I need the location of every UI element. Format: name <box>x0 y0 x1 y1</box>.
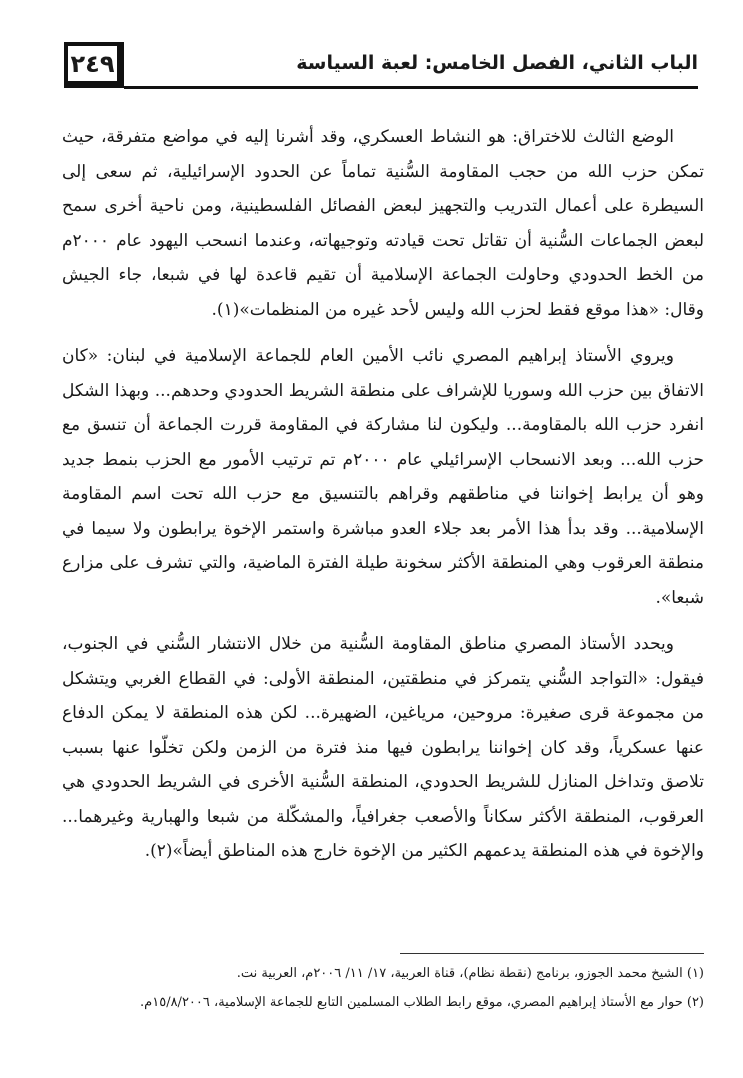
footnote-divider <box>400 953 704 954</box>
main-text <box>62 120 704 869</box>
running-header-title: الباب الثاني، الفصل الخامس: لعبة السياسة <box>296 52 698 74</box>
paragraph-3: ويحدد الأستاذ المصري مناطق المقاومة السُّنية من خلال الانتشار السُّني في الجنوب، فيقول: «التواجد السُّني يتمركز في منطقتين، المنطقة الأولى: في القطاع الغربي ويتشكل من مجموعة قرى صغيرة: مروحين، مرياغين، الضهيرة... لكن هذه المنطقة لا يمكن الدفاع عنها عسكرياً، وقد كان إخواننا يرابطون فيها منذ فترة من الزمن ولكن تخلّوا عنها بسبب تلاصق وتداخل المنازل للشريط الحدودي، المنطقة السُّنية الأخرى في الشريط الحدودي هي العرقوب، المنطقة الأكثر سكاناً والأصعب جغرافياً، والمشكّلة من شبعا والهبارية وغيرهما... والإخوة في هذه المنطقة يدعمهم الكثير من الإخوة خارج هذه المناطق أيضاً»(٢). <box>62 634 704 861</box>
paragraph-1: الوضع الثالث للاختراق: هو النشاط العسكري، وقد أشرنا إليه في مواضع متفرقة، حيث تمكن حزب الله من حجب المقاومة السُّنية تماماً عن الحدود الإسرائيلية، ثم سعى إلى السيطرة على أعمال التدريب والتجهيز لبعض الفصائل الفلسطينية، ومن ناحية أخرى سمح لبعض الجماعات السُّنية أن تقاتل تحت قيادته وتوجيهاته، وعندما انسحب اليهود عام ٢٠٠٠م من الخط الحدودي وحاولت الجماعة الإسلامية أن تقيم قاعدة لها في شبعا، جاء الجيش وقال: «هذا موقع فقط لحزب الله وليس لأحد غيره من المنظمات»(١). <box>62 127 705 320</box>
page-number: ٢٤٩ <box>64 42 124 88</box>
header-divider <box>124 86 698 89</box>
footnote-2: (٢) حوار مع الأستاذ إبراهيم المصري، موقع رابط الطلاب المسلمين التابع للجماعة الإسلامية، ١٥/٨/٢٠٠٦م. <box>140 995 704 1010</box>
footnote-1: (١) الشيخ محمد الجوزو، برنامج (نقطة نظام)، قناة العربية، ١٧/ ١١/ ٢٠٠٦م، العربية نت. <box>236 966 704 981</box>
paragraph-2: ويروي الأستاذ إبراهيم المصري نائب الأمين العام للجماعة الإسلامية في لبنان: «كان الاتفاق بين حزب الله وسوريا للإشراف على منطقة الشريط الحدودي وحدهم... وبهذا الشكل انفرد حزب الله بالمقاومة... وليكون لنا مشاركة في المقاومة قررت الجماعة أن تنسق مع حزب الله... وبعد الانسحاب الإسرائيلي عام ٢٠٠٠م تم ترتيب الأمور مع الحزب بنمط جديد وهو أن يرابط إخواننا في مناطقهم وقراهم بالتنسيق مع حزب الله تحت اسم المقاومة الإسلامية... وقد بدأ هذا الأمر بعد جلاء العدو مباشرة واستمر الإخوة يرابطون ولا سيما في منطقة العرقوب وهي المنطقة الأكثر سخونة طيلة الفترة الماضية، والتي تشرف على مزارع شبعا». <box>62 346 705 608</box>
footnotes <box>62 962 704 1020</box>
page-header <box>40 20 720 78</box>
